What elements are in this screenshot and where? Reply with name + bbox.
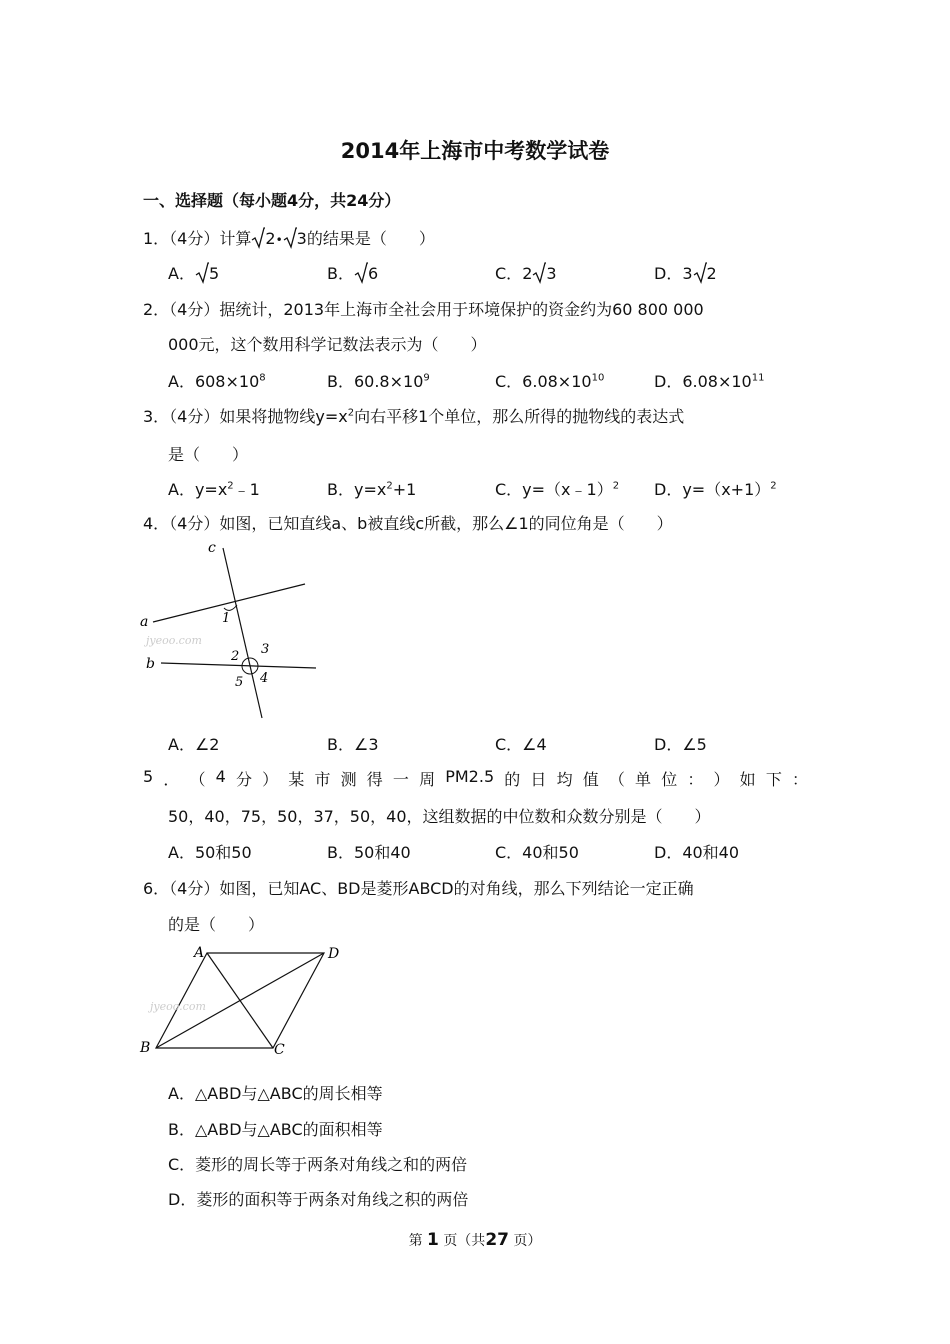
q4-option-b: B．∠3 [327, 735, 379, 754]
label-b: b [146, 656, 155, 672]
q1-option-d: D．3 2 [654, 264, 717, 283]
q5-token: 分 [235, 770, 252, 789]
q5-option-d: D．40和40 [654, 843, 740, 862]
label-D: D [328, 946, 340, 962]
q6-stem-line2: 的是（ ） [168, 915, 265, 934]
q1-radicand-b: 3 [296, 229, 307, 248]
q2-option-a: A．$608\times 10^8$ [168, 372, 266, 391]
q5-token: 值 [582, 770, 599, 789]
label-1: 1 [222, 611, 231, 626]
q6-option-c: C．菱形的周长等于两条对角线之和的两倍 [168, 1155, 468, 1174]
q3-option-d: D．$y=(x+1)^2$ [654, 480, 777, 499]
q5-option-c: C．40和50 [495, 843, 579, 862]
q5-token: 下 [765, 770, 782, 789]
sqrt-icon [251, 227, 265, 249]
q5-token: （ [189, 770, 206, 789]
q5-token: ： [687, 770, 704, 789]
exam-title: 2014年上海市中考数学试卷 [340, 139, 610, 163]
q4-option-d: D．∠5 [654, 735, 707, 754]
q5-token: 市 [314, 770, 331, 789]
angle-1-arc [224, 605, 237, 610]
q2-option-d: D．$6.08\times 10^{11}$ [654, 372, 765, 391]
label-3: 3 [261, 642, 270, 657]
q3-option-a: A．$y=x^2﹣1$ [168, 480, 260, 499]
q5-stem-line1 [143, 767, 808, 790]
sqrt-icon [354, 262, 368, 284]
q4-stem: 4．（4分）如图，已知直线a、b被直线c所截，那么∠1的同位角是（ ） [143, 514, 673, 533]
q5-token: 一 [392, 770, 409, 789]
label-5: 5 [235, 675, 244, 690]
q5-token: 的 [504, 770, 521, 789]
q2-option-c: C．$6.08\times 10^{10}$ [495, 372, 605, 391]
q3-stem-line1: 3．（4分）如果将抛物线$y=x^2$向右平移1个单位，那么所得的抛物线的表达式 [143, 407, 685, 426]
label-a: a [140, 614, 149, 630]
q6-watermark: jyeoo.com [150, 1000, 206, 1013]
q2-option-b: B．$60.8\times 10^9$ [327, 372, 430, 391]
label-A: A [194, 945, 205, 961]
section-heading: 一、选择题（每小题4分，共24分） [143, 191, 401, 210]
q6-figure-rhombus [136, 940, 351, 1065]
page-number: 1 [427, 1230, 439, 1250]
q1-dot: • [275, 233, 283, 247]
q1-option-a: A． 5 [168, 264, 220, 283]
q1-stem [143, 226, 435, 249]
label-4: 4 [260, 671, 269, 686]
q1-radicand-a: 2 [265, 229, 276, 248]
q5-token: 周 [419, 770, 436, 789]
q6-stem-line1: 6．（4分）如图，已知AC、BD是菱形ABCD的对角线，那么下列结论一定正确 [143, 879, 694, 898]
q5-token: 日 [530, 770, 547, 789]
label-c: c [208, 540, 216, 556]
q5-token: 5 [143, 767, 154, 786]
q2-stem-line1: 2．（4分）据统计，2013年上海市全社会用于环境保护的资金约为60 800 000 [143, 300, 704, 319]
q6-option-a: A．△ABD与△ABC的周长相等 [168, 1084, 383, 1103]
q5-token: ） [262, 770, 279, 789]
q5-token: 4 [215, 767, 226, 786]
q5-token: ： [791, 770, 808, 789]
sqrt-icon [283, 227, 297, 249]
q5-option-a: A．50和50 [168, 843, 252, 862]
sqrt-icon [532, 262, 546, 284]
line-c [223, 548, 262, 718]
q1-option-b: B． 6 [327, 264, 379, 283]
q5-token: ） [713, 770, 730, 789]
q4-watermark: jyeoo.com [146, 634, 202, 647]
q5-token: 某 [288, 770, 305, 789]
q4-option-c: C．∠4 [495, 735, 547, 754]
q5-token: 测 [340, 770, 357, 789]
q1-option-c: C．2 3 [495, 264, 557, 283]
sqrt-icon [693, 262, 707, 284]
q5-token: 单 [635, 770, 652, 789]
q4-option-a: A．∠2 [168, 735, 220, 754]
label-C: C [274, 1042, 285, 1058]
q2-stem-line2: 000元，这个数用科学记数法表示为（ ） [168, 335, 487, 354]
q6-option-d: D．菱形的面积等于两条对角线之积的两倍 [168, 1190, 469, 1209]
q5-option-b: B．50和40 [327, 843, 411, 862]
q5-token: PM2.5 [445, 767, 495, 786]
q5-token: 得 [366, 770, 383, 789]
q5-token: 均 [556, 770, 573, 789]
q3-option-b: B．$y=x^2+1$ [327, 480, 417, 499]
q5-stem-line2: 50，40，75，50，37，50，40，这组数据的中位数和众数分别是（ ） [168, 807, 711, 826]
q6-option-b: B．△ABD与△ABC的面积相等 [168, 1120, 383, 1139]
label-B: B [140, 1040, 151, 1056]
q1-stem-tail: 的结果是（ ） [306, 229, 435, 248]
q5-token: （ [608, 770, 625, 789]
sqrt-icon [195, 262, 209, 284]
page-total: 27 [485, 1230, 509, 1250]
page-footer: 第 1 页（共27 页） [408, 1230, 542, 1250]
q1-stem-text: 1．（4分）计算 [143, 229, 252, 248]
q3-stem-line2: 是（ ） [168, 445, 249, 464]
q5-token: ． [163, 770, 180, 789]
q4-figure-lines [138, 538, 328, 723]
label-2: 2 [231, 649, 240, 664]
q3-option-c: C．y=（x﹣1）$^2$ [495, 480, 620, 499]
q5-token: 位 [661, 770, 678, 789]
q5-token: 如 [739, 770, 756, 789]
